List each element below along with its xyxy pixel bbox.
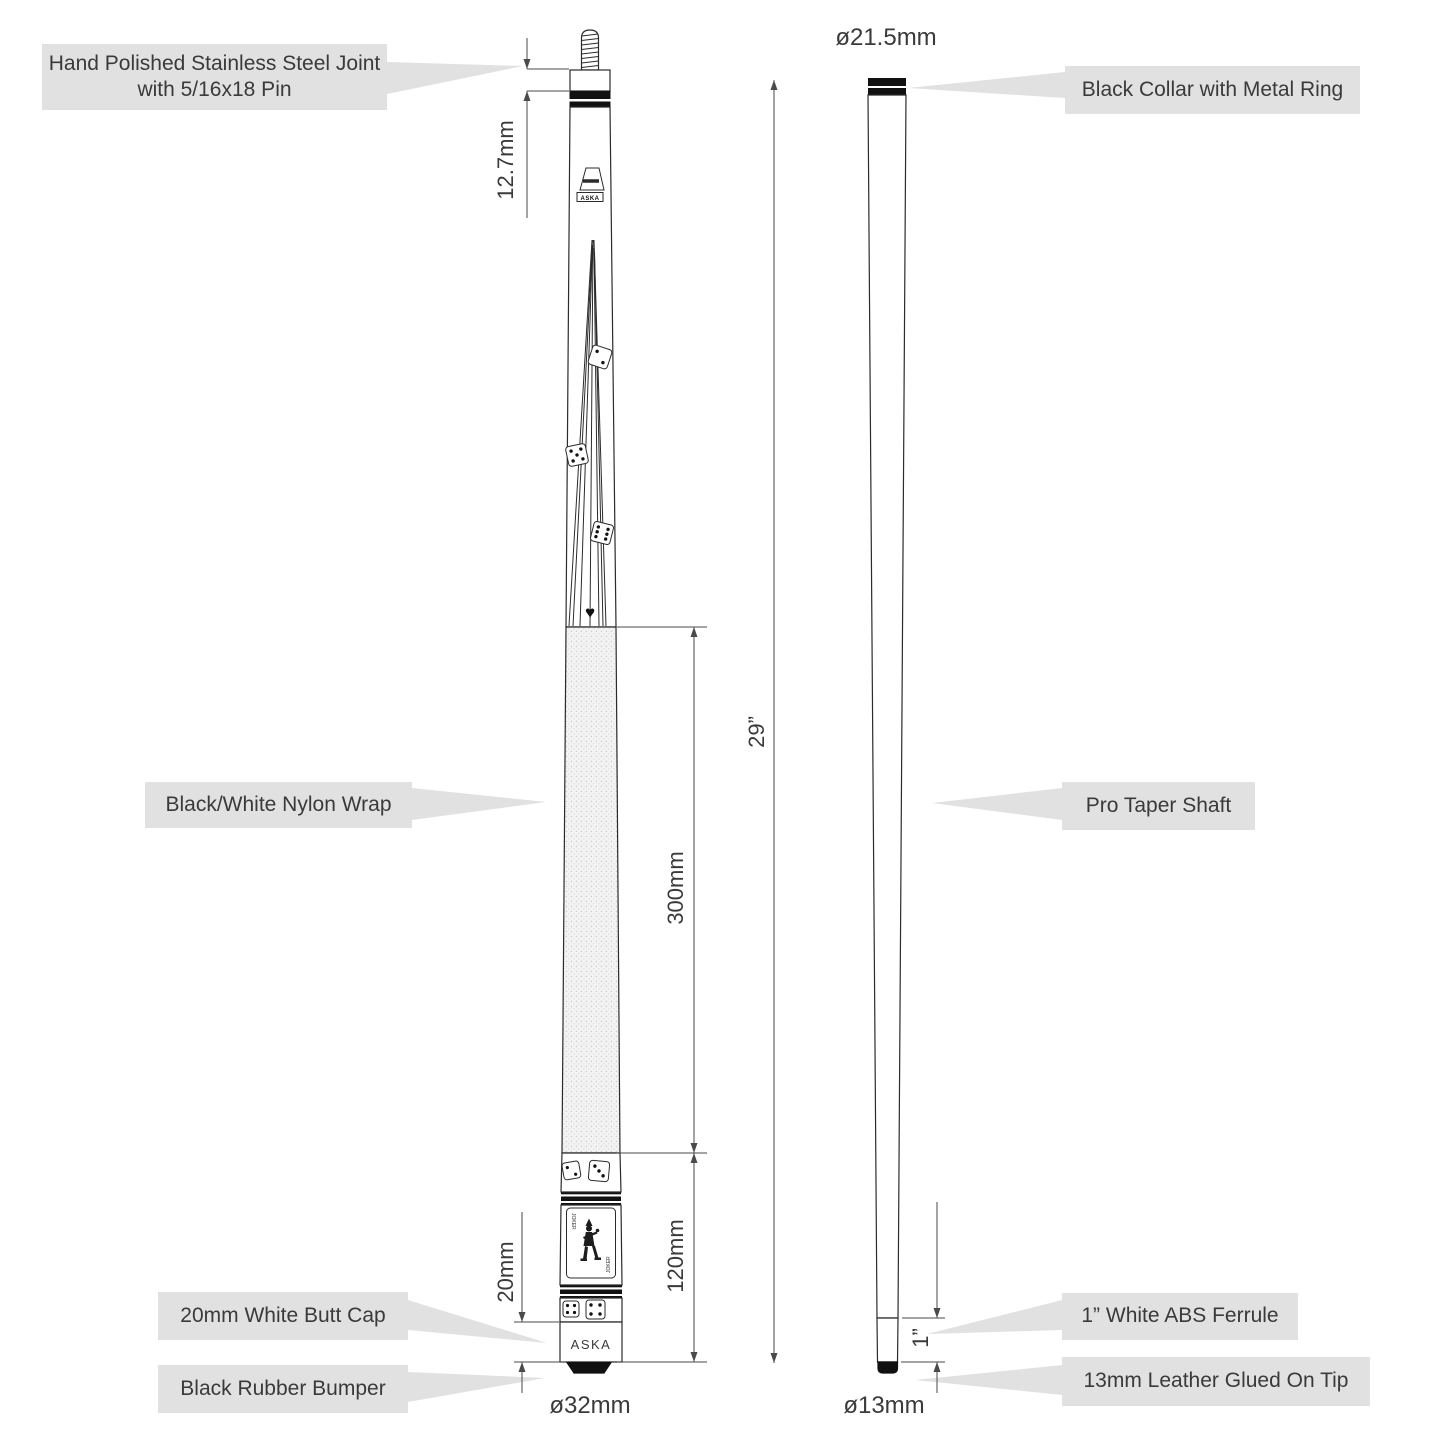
joint-pin bbox=[582, 30, 599, 70]
callout-pointer-ferrule bbox=[927, 1300, 1062, 1334]
callout-pointers bbox=[387, 62, 1065, 1402]
callout-butt-cap-label: 20mm White Butt Cap bbox=[158, 1292, 408, 1340]
rubber-bumper bbox=[567, 1363, 611, 1374]
callout-pointer-bumper bbox=[408, 1372, 545, 1402]
dim-wrap-length bbox=[616, 627, 707, 1153]
callout-joint-line2: with 5/16x18 Pin bbox=[137, 78, 292, 101]
cue-shaft bbox=[868, 78, 906, 1373]
callout-pointer-wrap bbox=[412, 788, 546, 820]
dim-text-joint-length: 12.7mm bbox=[493, 120, 518, 200]
dim-text-joint-diameter: ø21.5mm bbox=[835, 24, 937, 51]
dim-text-sleeve-length: 120mm bbox=[663, 1219, 688, 1293]
dim-text-tip-diameter: ø13mm bbox=[843, 1392, 925, 1419]
dice-band-upper bbox=[561, 1153, 621, 1192]
dim-text-wrap-length: 300mm bbox=[663, 851, 688, 925]
callout-joint-line1: Hand Polished Stainless Steel Joint bbox=[48, 51, 381, 75]
callout-collar-label: Black Collar with Metal Ring bbox=[1065, 66, 1360, 114]
joint-collar bbox=[570, 70, 610, 91]
dim-cap-length bbox=[514, 1212, 566, 1393]
dice-band-lower bbox=[560, 1298, 622, 1322]
callout-pointer-collar bbox=[908, 72, 1065, 98]
dim-joint-length bbox=[524, 38, 570, 218]
dim-text-ferrule-length: 1” bbox=[908, 1328, 933, 1348]
leather-tip bbox=[878, 1362, 898, 1373]
callout-shaft-label: Pro Taper Shaft bbox=[1062, 782, 1255, 830]
callout-wrap-label: Black/White Nylon Wrap bbox=[145, 782, 412, 828]
joker-card-panel bbox=[560, 1205, 622, 1285]
cue-butt bbox=[560, 30, 622, 1373]
callout-pointer-shaft bbox=[932, 788, 1062, 820]
shaft-collar-rings bbox=[868, 78, 906, 95]
die-icon bbox=[590, 521, 614, 545]
callout-pointer-joint bbox=[387, 62, 523, 94]
ring-set-upper bbox=[561, 1193, 621, 1205]
ring-set-lower bbox=[560, 1286, 622, 1298]
die-icon bbox=[565, 443, 589, 467]
butt-collar-rings bbox=[570, 91, 611, 107]
dim-butt-length bbox=[771, 80, 778, 1363]
card-text-left: JOKER bbox=[570, 1213, 576, 1230]
dim-text-cap-length: 20mm bbox=[493, 1241, 518, 1303]
dim-sleeve-length bbox=[617, 1153, 707, 1362]
ferrule bbox=[877, 1318, 898, 1362]
dim-text-butt-length: 29” bbox=[744, 716, 769, 748]
dim-ferrule-length bbox=[901, 1202, 945, 1393]
butt-cap bbox=[560, 1322, 622, 1362]
nylon-wrap bbox=[562, 627, 620, 1153]
callout-tip-label: 13mm Leather Glued On Tip bbox=[1062, 1357, 1370, 1406]
callout-ferrule-label: 1” White ABS Ferrule bbox=[1062, 1293, 1298, 1340]
heart-inlay-icon: ♥ bbox=[584, 603, 596, 622]
callout-joint-label bbox=[42, 44, 387, 110]
callout-bumper-label: Black Rubber Bumper bbox=[158, 1365, 408, 1413]
dim-text-butt-diameter: ø32mm bbox=[549, 1392, 631, 1419]
butt-cap-brand-text: ASKA bbox=[570, 1337, 612, 1352]
card-text-right: JOKER bbox=[606, 1256, 612, 1273]
shaft-body bbox=[868, 95, 906, 1318]
brand-logo-text: ASKA bbox=[580, 195, 600, 202]
